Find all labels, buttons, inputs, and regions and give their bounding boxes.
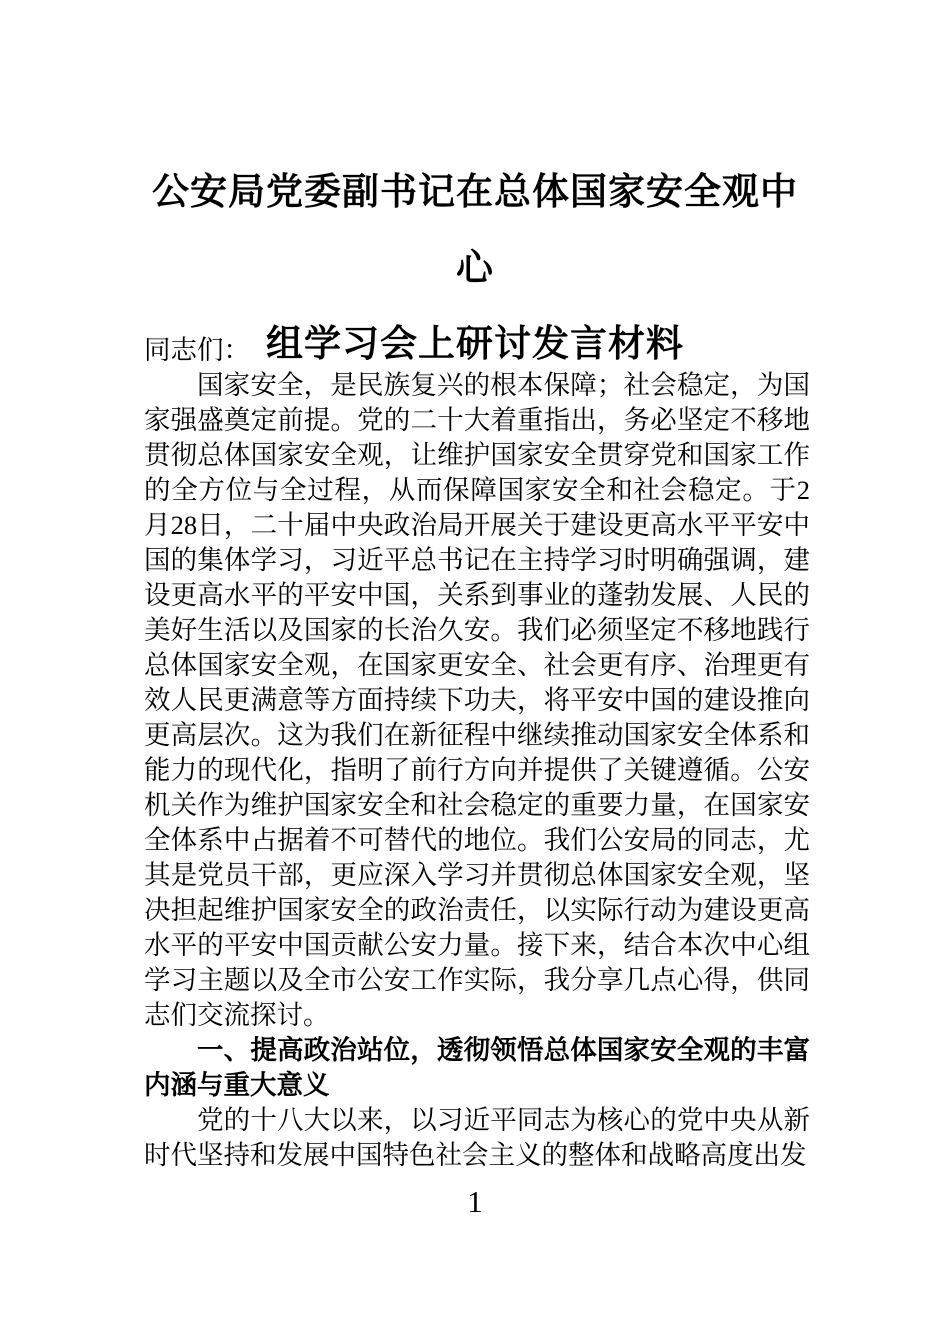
page-number: 1 — [467, 1184, 483, 1219]
document-title-line-2: 组学习会上研讨发言材料 — [266, 324, 684, 365]
section-heading-1: 一、提高政治站位，透彻领悟总体国家安全观的丰富内涵与重大意义 — [144, 1035, 810, 1100]
document-body — [144, 333, 810, 1173]
paragraph-1: 国家安全，是民族复兴的根本保障；社会稳定，为国家强盛奠定前提。党的二十大着重指出，务必坚定不移地贯彻总体国家安全观，让维护国家安全贯穿党和国家工作的全方位与全过程，从而保障国家安全和社会稳定。于2月28日，二十届中央政治局开展关于建设更高水平平安中国的集体学习，习近平总书记在主持学习时明确强调，建设更高水平的平安中国，关系到事业的蓬勃发展、人民的美好生活以及国家的长治久安。我们必须坚定不移地践行总体国家安全观，在国家更安全、社会更有序、治理更有效人民更满意等方面持续下功夫，将平安中国的建设推向更高层次。这为我们在新征程中继续推动国家安全体系和能力的现代化，指明了前行方向并提供了关键遵循。公安机关作为维护国家安全和社会稳定的重要力量，在国家安全体系中占据着不可替代的地位。我们公安局的同志，尤其是党员干部，更应深入学习并贯彻总体国家安全观，坚决担起维护国家安全的政治责任，以实际行动为建设更高水平的平安中国贡献公安力量。接下来，结合本次中心组学习主题以及全市公安工作实际，我分享几点心得，供同志们交流探讨。 — [144, 370, 810, 1030]
paragraph-2: 党的十八大以来，以习近平同志为核心的党中央从新时代坚持和发展中国特色社会主义的整体和战略高度出发 — [144, 1105, 810, 1170]
document-title-line-1: 公安局党委副书记在总体国家安全观中心 — [152, 172, 798, 289]
salutation: 同志们： — [144, 335, 250, 365]
